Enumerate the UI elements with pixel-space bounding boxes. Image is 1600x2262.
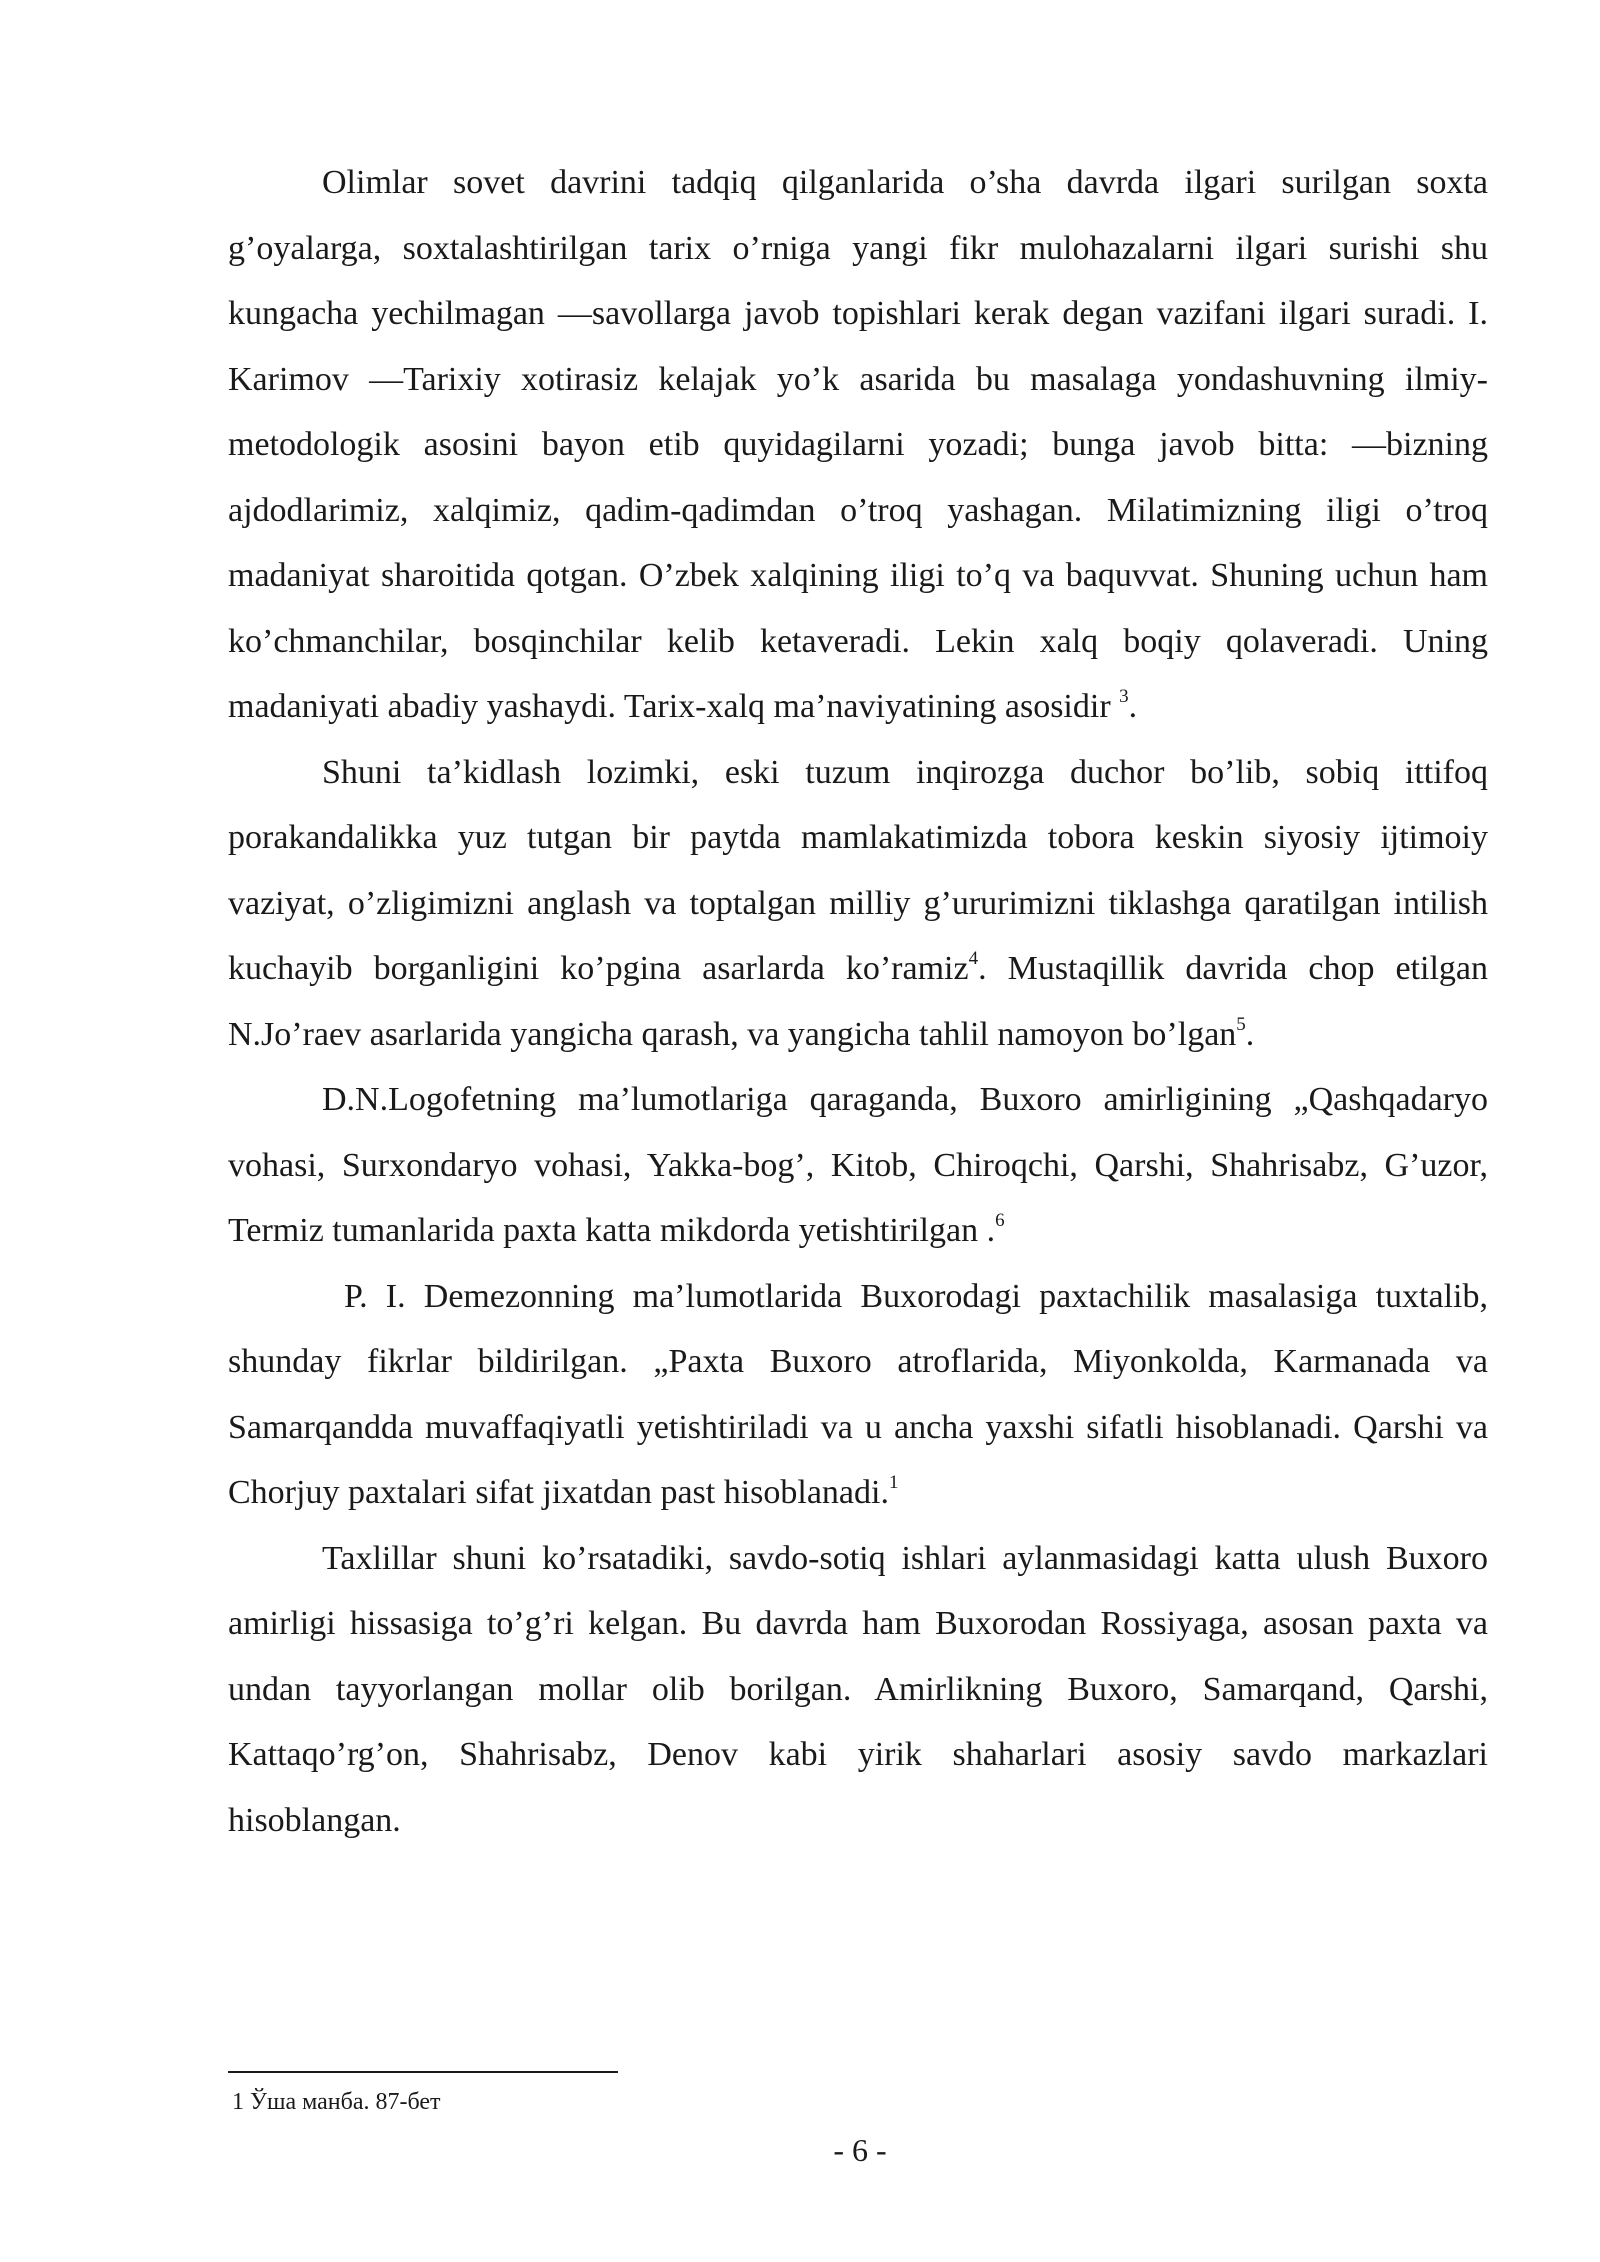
footnote-ref-4: 4	[968, 948, 979, 969]
paragraph-2-tail-2: .	[1245, 1015, 1255, 1053]
paragraph-4	[228, 1264, 1488, 1526]
paragraph-3-text: D.N.Logofetning ma’lumotlariga qaraganda, Buxoro amirligining „Qashqadaryo vohasi, Surxondaryo vohasi, Yakka-bog’, Kitob, Chiroqchi, Qarshi, Shahrisabz, G’uzor, Termiz tumanlarida paxta katta mikdorda yetishtirilgan .	[228, 1081, 1488, 1249]
footnote-ref-5: 5	[1236, 1013, 1246, 1035]
footnote-ref-3: 3	[1119, 686, 1129, 707]
footnote-ref-6: 6	[995, 1210, 1005, 1231]
paragraph-5	[228, 1526, 1488, 1854]
paragraph-1	[228, 150, 1488, 740]
footnote-ref-1: 1	[888, 1472, 899, 1493]
paragraph-2-text: Shuni ta’kidlash lozimki, eski tuzum inqirozga duchor bo’lib, sobiq ittifoq porakandalikka yuz tutgan bir paytda mamlakatimizda tobora keskin siyosiy ijtimoiy vaziyat, o’zligimizni anglash va toptalgan milliy g’ururimizni tiklashga qaratilgan intilish kuchayib borganligini ko’pgina asarlarda ko’ramiz	[228, 753, 1488, 987]
paragraph-1-text: Olimlar sovet davrini tadqiq qilganlarida o’sha davrda ilgari surilgan soxta g’oyalarga, soxtalashtirilgan tarix o’rniga yangi fikr mulohazalarni ilgari surishi shu kungacha yechilmagan ―savollarga javob topishlari kerak degan vazifani ilgari suradi. I. Karimov ―Tarixiy xotirasiz kelajak yo’k asarida bu masalaga yondashuvning ilmiy-metodologik asosini bayon etib quyidagilarni yozadi; bunga javob bitta: ―bizning ajdodlarimiz, xalqimiz, qadim-qadimdan o’troq yashagan. Milatimizning iligi o’troq madaniyat sharoitida qotgan. O’zbek xalqining iligi to’q va baquvvat. Shuning uchun ham ko’chmanchilar, bosqinchilar kelib ketaveradi. Lekin xalq boqiy qolaveradi. Uning madaniyati abadiy yashaydi. Tarix-xalq ma’naviyatining asosidir	[228, 164, 1488, 725]
paragraph-4-text: P. I. Demezonning ma’lumotlarida Buxorodagi paxtachilik masalasiga tuxtalib, shunday fikrlar bildirilgan. „Paxta Buxoro atroflarida, Miyonkolda, Karmanada va Samarqandda muvaffaqiyatli yetishtiriladi va u ancha yaxshi sifatli hisoblanadi. Qarshi va Chorjuy paxtalari sifat jixatdan past hisoblanadi.	[228, 1277, 1488, 1511]
paragraph-2-tail: . Mustaqillik davrida chop etilgan N.Jo’raev asarlarida yangicha qarash, va yangicha tahlil namoyon bo’lgan	[228, 950, 1488, 1053]
paragraph-2	[228, 740, 1488, 1068]
paragraph-1-tail: .	[1128, 688, 1138, 725]
footnote: 1 Ўша манба. 87-бет	[232, 2089, 441, 2115]
paragraph-5-text: Taxlillar shuni ko’rsatadiki, savdo-sotiq ishlari aylanmasidagi katta ulush Buxoro amirligi hissasiga to’g’ri kelgan. Bu davrda ham Buxorodan Rossiyaga, asosan paxta va undan tayyorlangan mollar olib borilgan. Amirlikning Buxoro, Samarqand, Qarshi, Kattaqo’rg’on, Shahrisabz, Denov kabi yirik shaharlari asosiy savdo markazlari hisoblangan.	[228, 1539, 1488, 1839]
body-text	[228, 150, 1488, 1853]
footnote-separator	[228, 2071, 618, 2073]
paragraph-3	[228, 1067, 1488, 1264]
page-number: - 6 -	[833, 2132, 887, 2168]
